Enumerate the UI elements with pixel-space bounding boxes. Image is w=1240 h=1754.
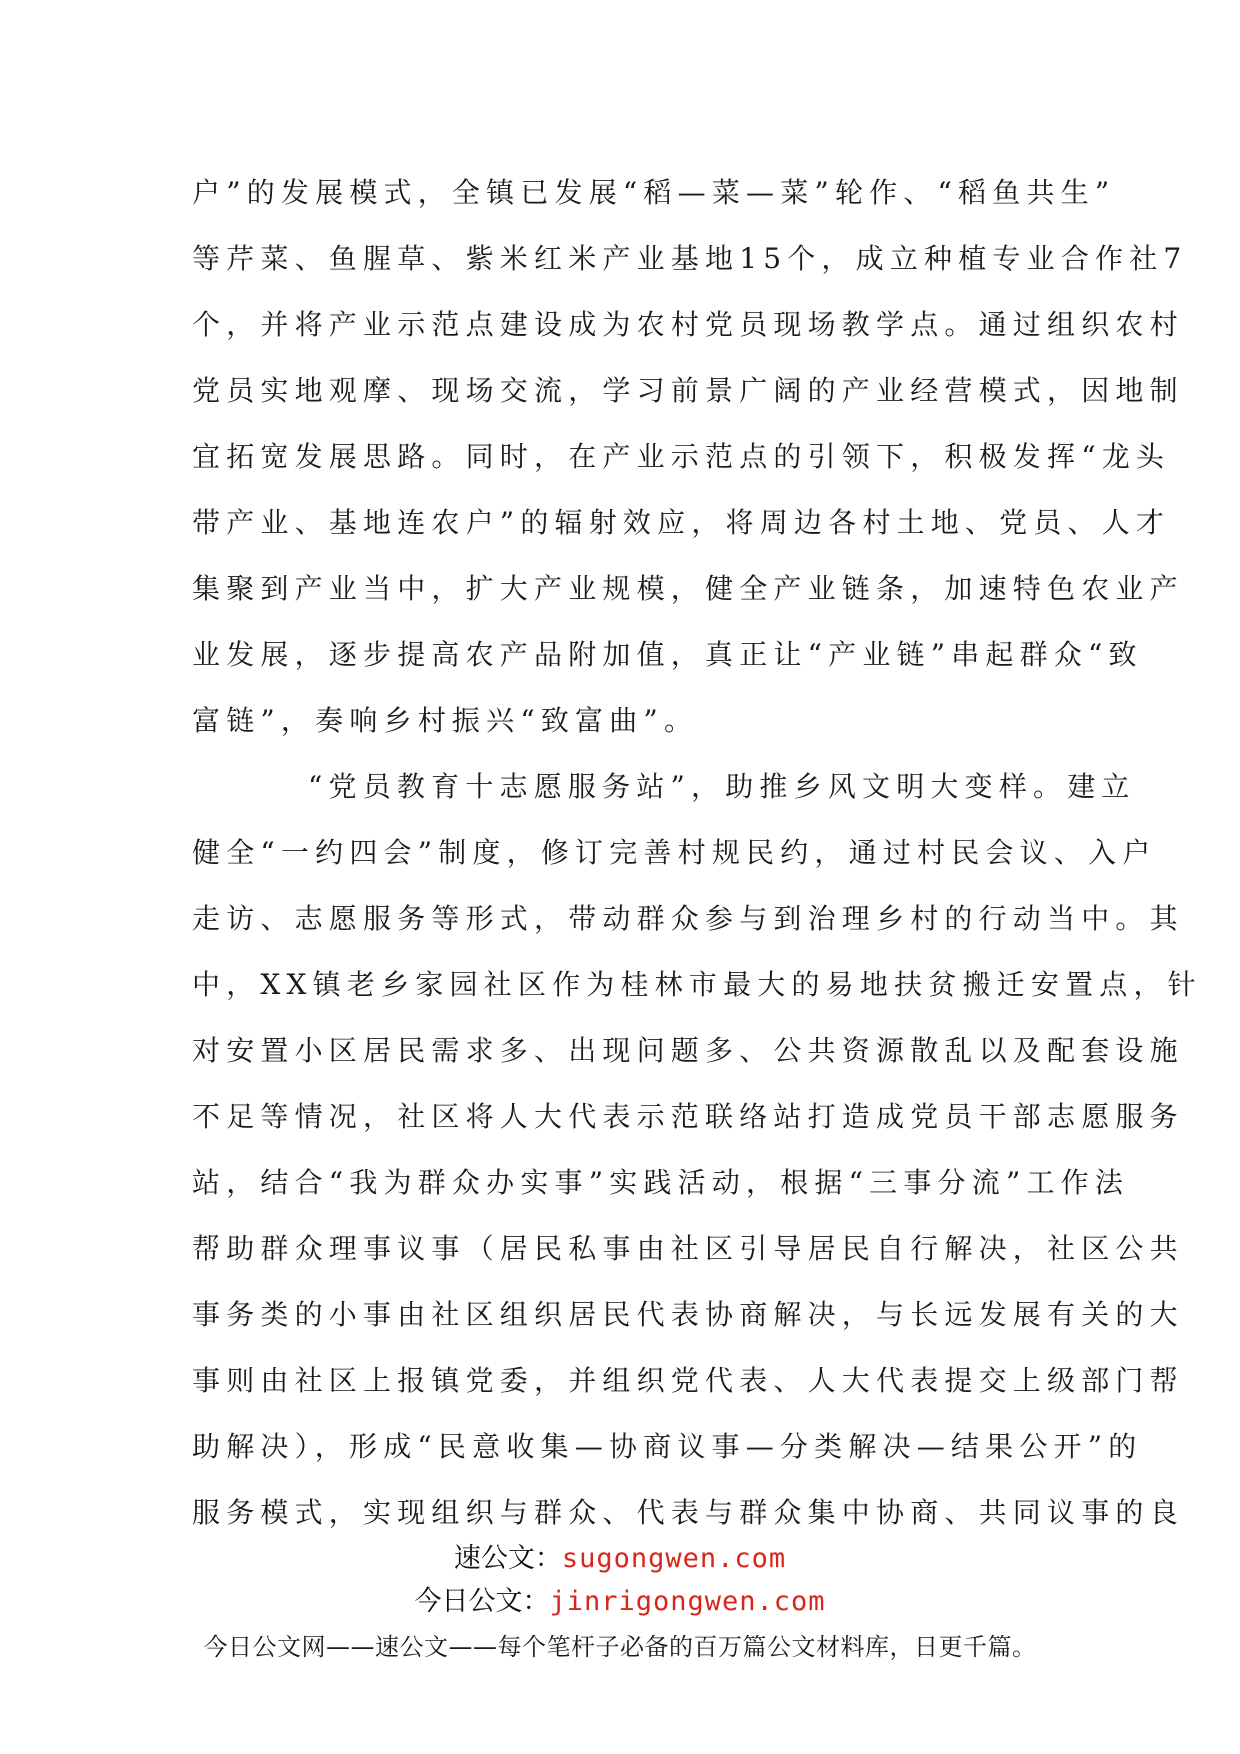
text-line: 走访、志愿服务等形式，带动群众参与到治理乡村的行动当中。其 <box>192 902 1184 935</box>
footer-jinrigongwen <box>0 1583 1240 1621</box>
text-line: 站，结合“我为群众办实事”实践活动，根据“三事分流”工作法 <box>192 1166 1130 1199</box>
text-line: 中，XX镇老乡家园社区作为桂林市最大的易地扶贫搬迁安置点，针 <box>192 968 1202 1001</box>
footer-sugongwen <box>0 1540 1240 1578</box>
footer-label: 速公文： <box>453 1543 562 1574</box>
text-line: 党员实地观摩、现场交流，学习前景广阔的产业经营模式，因地制 <box>192 374 1184 407</box>
text-line: 带产业、基地连农户”的辐射效应，将周边各村土地、党员、人才 <box>192 506 1171 539</box>
jinrigongwen-link[interactable]: jinrigongwen.com <box>549 1586 826 1617</box>
text-line: 事则由社区上报镇党委，并组织党代表、人大代表提交上级部门帮 <box>192 1364 1184 1397</box>
footer-label: 今日公文： <box>414 1586 550 1617</box>
text-line: 对安置小区居民需求多、出现问题多、公共资源散乱以及配套设施 <box>192 1034 1184 1067</box>
text-line: 个，并将产业示范点建设成为农村党员现场教学点。通过组织农村 <box>192 308 1184 341</box>
text-line: 业发展，逐步提高农产品附加值，真正让“产业链”串起群众“致 <box>192 638 1143 671</box>
text-line: 帮助群众理事议事（居民私事由社区引导居民自行解决，社区公共 <box>192 1232 1184 1265</box>
text-line: 宜拓宽发展思路。同时，在产业示范点的引领下，积极发挥“龙头 <box>192 440 1171 473</box>
text-line: 富链”，奏响乡村振兴“致富曲”。 <box>192 704 699 737</box>
text-line: 户”的发展模式，全镇已发展“稻—菜—菜”轮作、“稻鱼共生” <box>192 176 1116 209</box>
text-line: 等芹菜、鱼腥草、紫米红米产业基地15个，成立种植专业合作社7 <box>192 242 1188 275</box>
text-line: 集聚到产业当中，扩大产业规模，健全产业链条，加速特色农业产 <box>192 572 1184 605</box>
paragraph-heading-line: “党员教育十志愿服务站”，助推乡风文明大变样。建立 <box>308 770 1136 803</box>
text-line: 不足等情况，社区将人大代表示范联络站打造成党员干部志愿服务 <box>192 1100 1184 1133</box>
text-line: 助解决），形成“民意收集—协商议事—分类解决—结果公开”的 <box>192 1430 1143 1463</box>
text-line: 服务模式，实现组织与群众、代表与群众集中协商、共同议事的良 <box>192 1496 1184 1529</box>
body-text <box>192 160 1202 1546</box>
text-line: 事务类的小事由社区组织居民代表协商解决，与长远发展有关的大 <box>192 1298 1184 1331</box>
sugongwen-link[interactable]: sugongwen.com <box>561 1543 787 1574</box>
text-line: 健全“一约四会”制度，修订完善村规民约，通过村民会议、入户 <box>192 836 1157 869</box>
footer-slogan: 今日公文网——速公文——每个笔杆子必备的百万篇公文材料库，日更千篇。 <box>203 1633 1037 1661</box>
